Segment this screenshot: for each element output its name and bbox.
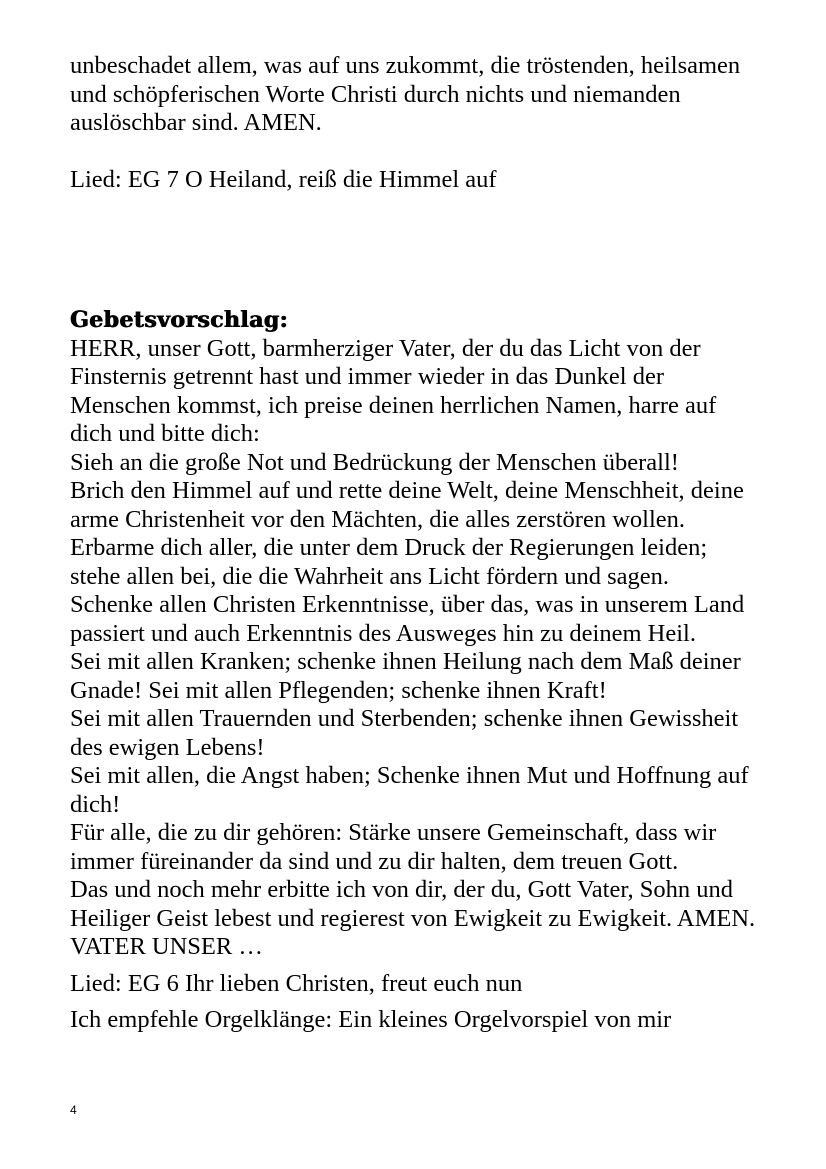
text-line: stehe allen bei, die die Wahrheit ans Licht fördern und sagen. [70, 562, 669, 590]
text-line: Brich den Himmel auf und rette deine Welt, deine Menschheit, deine [70, 477, 744, 504]
text-line: des ewigen Lebens! [70, 733, 265, 761]
intro-paragraph [70, 52, 790, 138]
text-line: und schöpferischen Worte Christi durch nichts und niemanden [70, 80, 681, 108]
document-body [70, 52, 790, 1035]
prayer-paragraph [70, 335, 790, 962]
text-line: dich und bitte dich: [70, 420, 260, 447]
text-line: dich! [70, 790, 121, 818]
text-line: arme Christenheit vor den Mächten, die alles zerstören wollen. [70, 505, 686, 533]
text-line: Heiliger Geist lebest und regierest von Ewigkeit zu Ewigkeit. AMEN. [70, 904, 756, 932]
text-line: Für alle, die zu dir gehören: Stärke unsere Gemeinschaft, dass wir [70, 819, 717, 846]
text-line: passiert und auch Erkenntnis des Ausweges hin zu deinem Heil. [70, 619, 696, 647]
text-line: Schenke allen Christen Erkenntnisse, über das, was in unserem Land [70, 591, 745, 618]
text-line: Menschen kommst, ich preise deinen herrlichen Namen, harre auf [70, 391, 717, 419]
recommendation-line: Ich empfehle Orgelklänge: Ein kleines Orgelvorspiel von mir [70, 1006, 672, 1033]
text-line: Finsternis getrennt hast und immer wieder in das Dunkel der [70, 363, 664, 390]
text-line: Sei mit allen Kranken; schenke ihnen Heilung nach dem Maß deiner [70, 648, 741, 675]
prayer-heading: Gebetsvorschlag: [70, 307, 289, 333]
text-line: Sei mit allen Trauernden und Sterbenden; schenke ihnen Gewissheit [70, 705, 739, 732]
text-line: Sieh an die große Not und Bedrückung der Menschen überall! [70, 448, 679, 476]
text-line: auslöschbar sind. AMEN. [70, 109, 322, 136]
page-number: 4 [70, 1103, 77, 1117]
text-line: Sei mit allen, die Angst haben; Schenke ihnen Mut und Hoffnung auf [70, 762, 749, 789]
text-line: unbeschadet allem, was auf uns zukommt, die tröstenden, heilsamen [70, 52, 741, 79]
text-line: Gnade! Sei mit allen Pflegenden; schenke ihnen Kraft! [70, 676, 607, 704]
text-line: immer füreinander da sind und zu dir halten, dem treuen Gott. [70, 847, 679, 875]
text-line: Erbarme dich aller, die unter dem Druck der Regierungen leiden; [70, 534, 708, 561]
text-line: VATER UNSER … [70, 933, 263, 960]
text-line: Das und noch mehr erbitte ich von dir, der du, Gott Vater, Sohn und [70, 876, 734, 903]
song-line-2: Lied: EG 6 Ihr lieben Christen, freut euch nun [70, 969, 523, 997]
song-line-1: Lied: EG 7 O Heiland, reiß die Himmel auf [70, 165, 497, 193]
text-line: HERR, unser Gott, barmherziger Vater, der du das Licht von der [70, 334, 701, 362]
